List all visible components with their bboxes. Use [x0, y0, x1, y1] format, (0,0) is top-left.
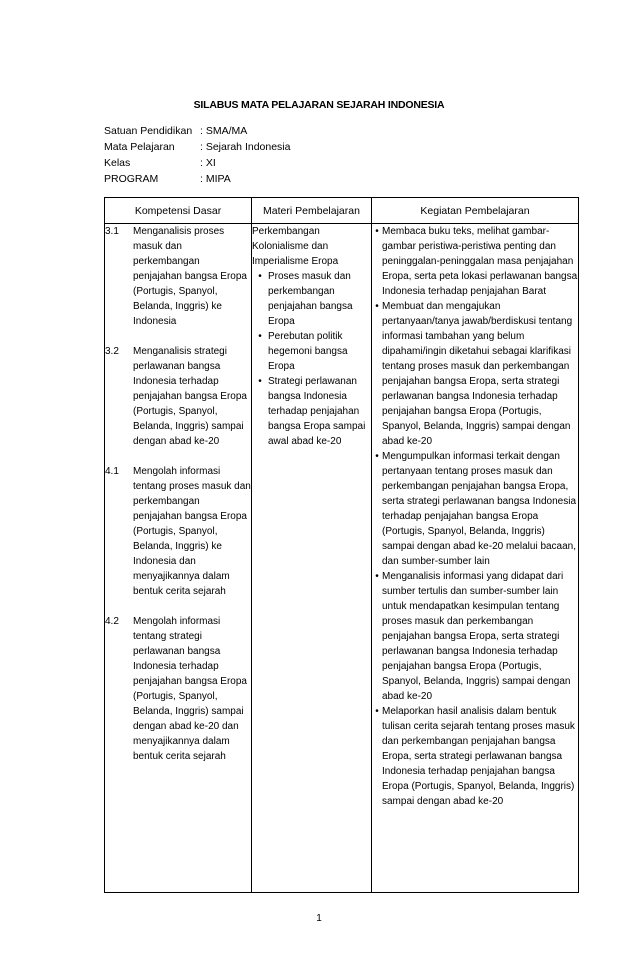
meta-value: : XI [200, 157, 216, 169]
meta-value: : Sejarah Indonesia [200, 141, 291, 153]
kegiatan-cell [372, 224, 579, 893]
materi-text: Perebutan politik hegemoni bangsa Eropa [268, 331, 348, 372]
materi-cell [252, 224, 372, 893]
bullet-icon: • [375, 226, 379, 237]
bullet-icon: • [375, 706, 379, 717]
kegiatan-item [372, 224, 578, 299]
syllabus-table [104, 197, 579, 893]
materi-item [252, 269, 371, 329]
kegiatan-item [372, 569, 578, 704]
kd-item [105, 344, 251, 449]
kd-number: 4.2 [105, 616, 119, 627]
kegiatan-text: Menganalisis informasi yang didapat dari sumber tertulis dan sumber-sumber lain untuk mendapatkan kesimpulan tentang proses masuk dan perkembangan penjajahan bangsa Eropa, serta strategi perlawanan bangsa Indonesia terhadap penjajahan bangsa Eropa (Portugis, Spanyol, Belanda, Inggris) sampai dengan abad ke-20 [382, 571, 571, 702]
kd-text: Menganalisis proses masuk dan perkembangan penjajahan bangsa Eropa (Portugis, Spanyol, Belanda, Inggris) ke Indonesia [133, 226, 247, 327]
meta-key: Satuan Pendidikan [104, 125, 193, 137]
kd-text: Mengolah informasi tentang strategi perlawanan bangsa Indonesia terhadap penjajahan bangsa Eropa (Portugis, Spanyol, Belanda, Inggris) sampai dengan abad ke-20 dan menyajikannya dalam bentuk cerita sejarah [133, 616, 247, 762]
kd-text: Menganalisis strategi perlawanan bangsa Indonesia terhadap penjajahan bangsa Eropa (Portugis, Spanyol, Belanda, Inggris) sampai dengan abad ke-20 [133, 346, 247, 447]
meta-key: Kelas [104, 157, 131, 169]
table-row [105, 224, 579, 893]
bullet-icon: • [258, 331, 262, 342]
meta-value: : SMA/MA [200, 125, 248, 137]
meta-block [104, 125, 290, 189]
kd-number: 4.1 [105, 466, 119, 477]
meta-row-satuan [104, 125, 290, 141]
kegiatan-text: Membaca buku teks, melihat gambar-gambar peristiwa-peristiwa penting dan peninggalan-peninggalan masa penjajahan Eropa, serta peta lokasi perlawanan bangsa Indonesia terhadap penjajahan Barat [382, 226, 578, 297]
kd-number: 3.1 [105, 226, 119, 237]
meta-row-program [104, 173, 290, 189]
meta-key: PROGRAM [104, 173, 159, 185]
bullet-icon: • [258, 376, 262, 387]
kd-number: 3.2 [105, 346, 119, 357]
kegiatan-text: Mengumpulkan informasi terkait dengan pertanyaan tentang proses masuk dan perkembangan penjajahan bangsa Eropa, serta strategi perlawanan bangsa Indonesia terhadap penjajahan bangsa Eropa (Portugis, Spanyol, Belanda, Inggris) sampai dengan abad ke-20 melalui bacaan, dan sumber-sumber lain [382, 451, 577, 567]
header-kompetensi-dasar: Kompetensi Dasar [105, 198, 252, 224]
header-kegiatan-pembelajaran: Kegiatan Pembelajaran [372, 198, 579, 224]
kegiatan-text: Melaporkan hasil analisis dalam bentuk tulisan cerita sejarah tentang proses masuk dan perkembangan penjajahan bangsa Eropa, serta strategi perlawanan bangsa Indonesia terhadap penjajahan bangsa Eropa (Portugis, Spanyol, Belanda, Inggris) sampai dengan abad ke-20 [382, 706, 575, 807]
kegiatan-item [372, 704, 578, 809]
kompetensi-dasar-cell [105, 224, 252, 893]
table-header-row [105, 198, 579, 224]
kd-item [105, 224, 251, 329]
meta-value: : MIPA [200, 173, 231, 185]
materi-item [252, 329, 371, 374]
bullet-icon: • [375, 301, 379, 312]
kegiatan-text: Membuat dan mengajukan pertanyaan/tanya jawab/berdiskusi tentang informasi tambahan yang belum dipahami/ingin diketahui sebagai klarifikasi tentang proses masuk dan perkembangan penjajahan bangsa Eropa, serta strategi perlawanan bangsa Indonesia terhadap penjajahan bangsa Eropa (Portugis, Spanyol, Belanda, Inggris) sampai dengan abad ke-20 [382, 301, 573, 447]
kd-text: Mengolah informasi tentang proses masuk dan perkembangan penjajahan bangsa Eropa (Portugis, Spanyol, Belanda, Inggris) ke Indonesia dan menyajikannya dalam bentuk cerita sejarah [133, 466, 251, 597]
materi-text: Proses masuk dan perkembangan penjajahan bangsa Eropa [268, 271, 353, 327]
bullet-icon: • [375, 451, 379, 462]
kd-item [105, 614, 251, 764]
document-title: SILABUS MATA PELAJARAN SEJARAH INDONESIA [193, 99, 445, 111]
materi-item [252, 374, 371, 449]
meta-row-kelas [104, 157, 290, 173]
meta-row-mapel [104, 141, 290, 157]
bullet-icon: • [375, 571, 379, 582]
meta-key: Mata Pelajaran [104, 141, 175, 153]
kegiatan-item [372, 299, 578, 449]
page-number: 1 [316, 913, 322, 924]
kegiatan-item [372, 449, 578, 569]
materi-text: Strategi perlawanan bangsa Indonesia terhadap penjajahan bangsa Eropa sampai awal abad ke-20 [268, 376, 366, 447]
header-materi-pembelajaran: Materi Pembelajaran [252, 198, 372, 224]
kd-item [105, 464, 251, 599]
materi-intro: Perkembangan Kolonialisme dan Imperialisme Eropa [252, 226, 339, 267]
bullet-icon: • [258, 271, 262, 282]
